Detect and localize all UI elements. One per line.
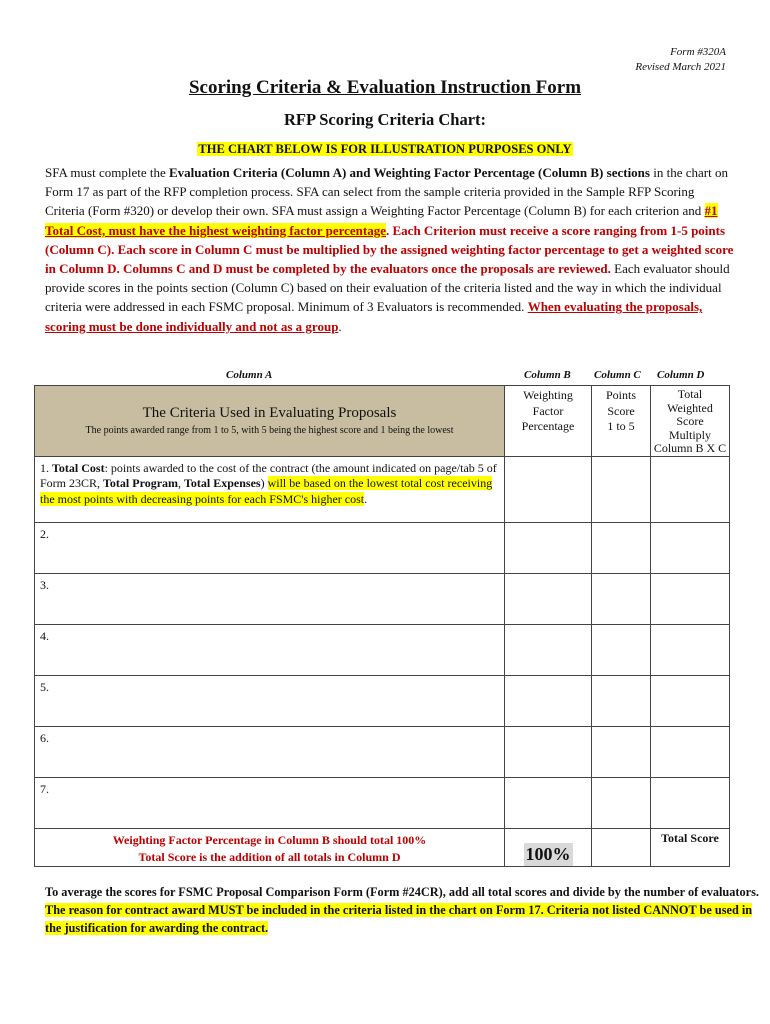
revised-date: Revised March 2021: [635, 61, 726, 73]
criterion-total-expenses: Total Expenses: [184, 476, 261, 490]
instr-text-2: in the chart on Form 17 as part of the RFP completion process. SFA can select from the sample criteria provided in the Sample RFP Scoring Criteria (Form #320) or develop their own. SFA must assign a Weighting Factor Percentage (Column B) for each criterion and: [45, 165, 728, 219]
criterion-cell[interactable]: 2.: [35, 522, 505, 573]
scoring-table: [34, 385, 730, 867]
weight-cell[interactable]: [505, 624, 592, 675]
weight-cell[interactable]: [505, 777, 592, 828]
weight-total-cell: [505, 828, 592, 866]
header-d-line: Weighted: [667, 400, 713, 415]
header-a-title: The Criteria Used in Evaluating Proposals: [142, 405, 397, 422]
chart-subtitle: RFP Scoring Criteria Chart:: [283, 110, 487, 129]
footer-total-score-note: Total Score is the addition of all totals in Column D: [138, 849, 401, 864]
instr-individual-scoring: When evaluating the proposals, scoring must be done individually and not as a group: [45, 299, 703, 334]
criterion-total-program: Total Program: [103, 476, 179, 490]
table-row: [35, 456, 730, 522]
criterion-text: ): [260, 476, 268, 490]
illustration-note: [0, 140, 770, 158]
header-column-c: [592, 386, 651, 457]
weight-cell[interactable]: [505, 456, 592, 522]
table-row: [35, 675, 730, 726]
weight-cell[interactable]: [505, 675, 592, 726]
bottom-note-highlight: The reason for contract award MUST be included in the criteria listed in the chart on Form 17. Criteria not listed CANNOT be used in the justification for awarding the contract.: [45, 903, 753, 935]
header-d-line: Score: [676, 414, 704, 428]
instr-red-scoring: . Each Criterion must receive a score ranging from 1-5 points (Column C). Each score in Column C must be multiplied by the assigned weighting factor percentage to get a weighted score in Column D. Columns C and D must be completed by the evaluators once the proposals are reviewed.: [45, 222, 734, 277]
header-column-a: [35, 386, 505, 457]
header-b-line: Weighting: [523, 388, 573, 402]
footer-weight-total-note: Weighting Factor Percentage in Column B should total 100%: [112, 832, 427, 847]
weighted-score-cell[interactable]: [651, 624, 730, 675]
column-a-label: Column A: [226, 369, 273, 381]
criterion-text: : points awarded to the cost of the contract (the amount indicated on page/tab 5 of Form 23CR,: [40, 460, 497, 490]
weighted-score-cell[interactable]: [651, 456, 730, 522]
weight-cell[interactable]: [505, 522, 592, 573]
illustration-note-text: THE CHART BELOW IS FOR ILLUSTRATION PURPOSES ONLY: [198, 142, 572, 156]
form-number-block: [635, 45, 726, 75]
form-number: Form #320A: [670, 46, 726, 58]
header-b-line: Percentage: [521, 419, 575, 433]
criterion-number: 1.: [40, 460, 52, 475]
points-cell[interactable]: [592, 624, 651, 675]
points-cell[interactable]: [592, 573, 651, 624]
criterion-text: .: [364, 491, 368, 506]
table-row: [35, 624, 730, 675]
weight-cell[interactable]: [505, 573, 592, 624]
header-c-line: 1 to 5: [607, 419, 635, 433]
points-cell[interactable]: [592, 777, 651, 828]
table-row: [35, 726, 730, 777]
header-column-d: [651, 386, 730, 457]
weighted-score-cell[interactable]: [651, 675, 730, 726]
page-title: Scoring Criteria & Evaluation Instruction Form: [188, 77, 582, 98]
instr-text-1: SFA must complete the: [45, 165, 169, 180]
header-a-subtitle: The points awarded range from 1 to 5, with 5 being the highest score and 1 being the lowest: [85, 425, 454, 437]
points-cell[interactable]: [592, 675, 651, 726]
weight-cell[interactable]: [505, 726, 592, 777]
bottom-note-text: To average the scores for FSMC Proposal Comparison Form (Form #24CR), add all total scores and divide by the number of evaluators.: [45, 885, 759, 899]
table-row: [35, 777, 730, 828]
points-cell[interactable]: [592, 522, 651, 573]
table-header-row: [35, 386, 730, 457]
criterion-highlight: will be based on the lowest total cost receiving the most points with decreasing points for each FSMC's higher cost: [40, 476, 493, 506]
table-row: [35, 573, 730, 624]
header-c-line: Score: [607, 403, 635, 418]
points-cell[interactable]: [592, 726, 651, 777]
instr-period: .: [338, 318, 342, 334]
criterion-cell[interactable]: 7.: [35, 777, 505, 828]
criterion-cell[interactable]: 5.: [35, 675, 505, 726]
header-d-line: Total: [677, 387, 703, 401]
weight-total-value: 100%: [525, 843, 571, 864]
table-footer-row: [35, 828, 730, 866]
criterion-cell[interactable]: 4.: [35, 624, 505, 675]
column-d-label: Column D: [657, 369, 705, 381]
criterion-1-cell: [35, 456, 505, 522]
column-c-label: Column C: [594, 369, 641, 381]
header-c-line: Points: [605, 388, 636, 402]
header-d-line: Column B X C: [653, 441, 727, 455]
points-cell[interactable]: [592, 456, 651, 522]
header-b-line: Factor: [532, 403, 564, 418]
instr-total-cost-highlight: #1 Total Cost, must have the highest weighting factor percentage: [45, 203, 718, 238]
total-score-cell[interactable]: Total Score: [651, 828, 730, 866]
instructions-paragraph: [45, 163, 735, 336]
weighted-score-cell[interactable]: [651, 522, 730, 573]
criterion-total-cost: Total Cost: [52, 460, 105, 475]
weighted-score-cell[interactable]: [651, 777, 730, 828]
criterion-cell[interactable]: 6.: [35, 726, 505, 777]
header-d-line: Multiply: [668, 427, 711, 442]
bottom-note: [45, 883, 760, 937]
criterion-text: ,: [178, 476, 185, 490]
weighted-score-cell[interactable]: [651, 573, 730, 624]
weighted-score-cell[interactable]: [651, 726, 730, 777]
criterion-cell[interactable]: 3.: [35, 573, 505, 624]
column-b-label: Column B: [524, 369, 571, 381]
header-column-b: [505, 386, 592, 457]
table-row: [35, 522, 730, 573]
points-total-cell: [592, 828, 651, 866]
footer-instructions: [35, 828, 505, 866]
instr-bold-columns: Evaluation Criteria (Column A) and Weighting Factor Percentage (Column B) sections: [168, 165, 650, 180]
instr-text-3: Each evaluator should provide scores in the points section (Column C) based on their evaluation of the criteria listed and the way in which the individual criteria were addressed in each FSMC proposal. Minimum of 3 Evaluators is recommended.: [45, 261, 730, 315]
